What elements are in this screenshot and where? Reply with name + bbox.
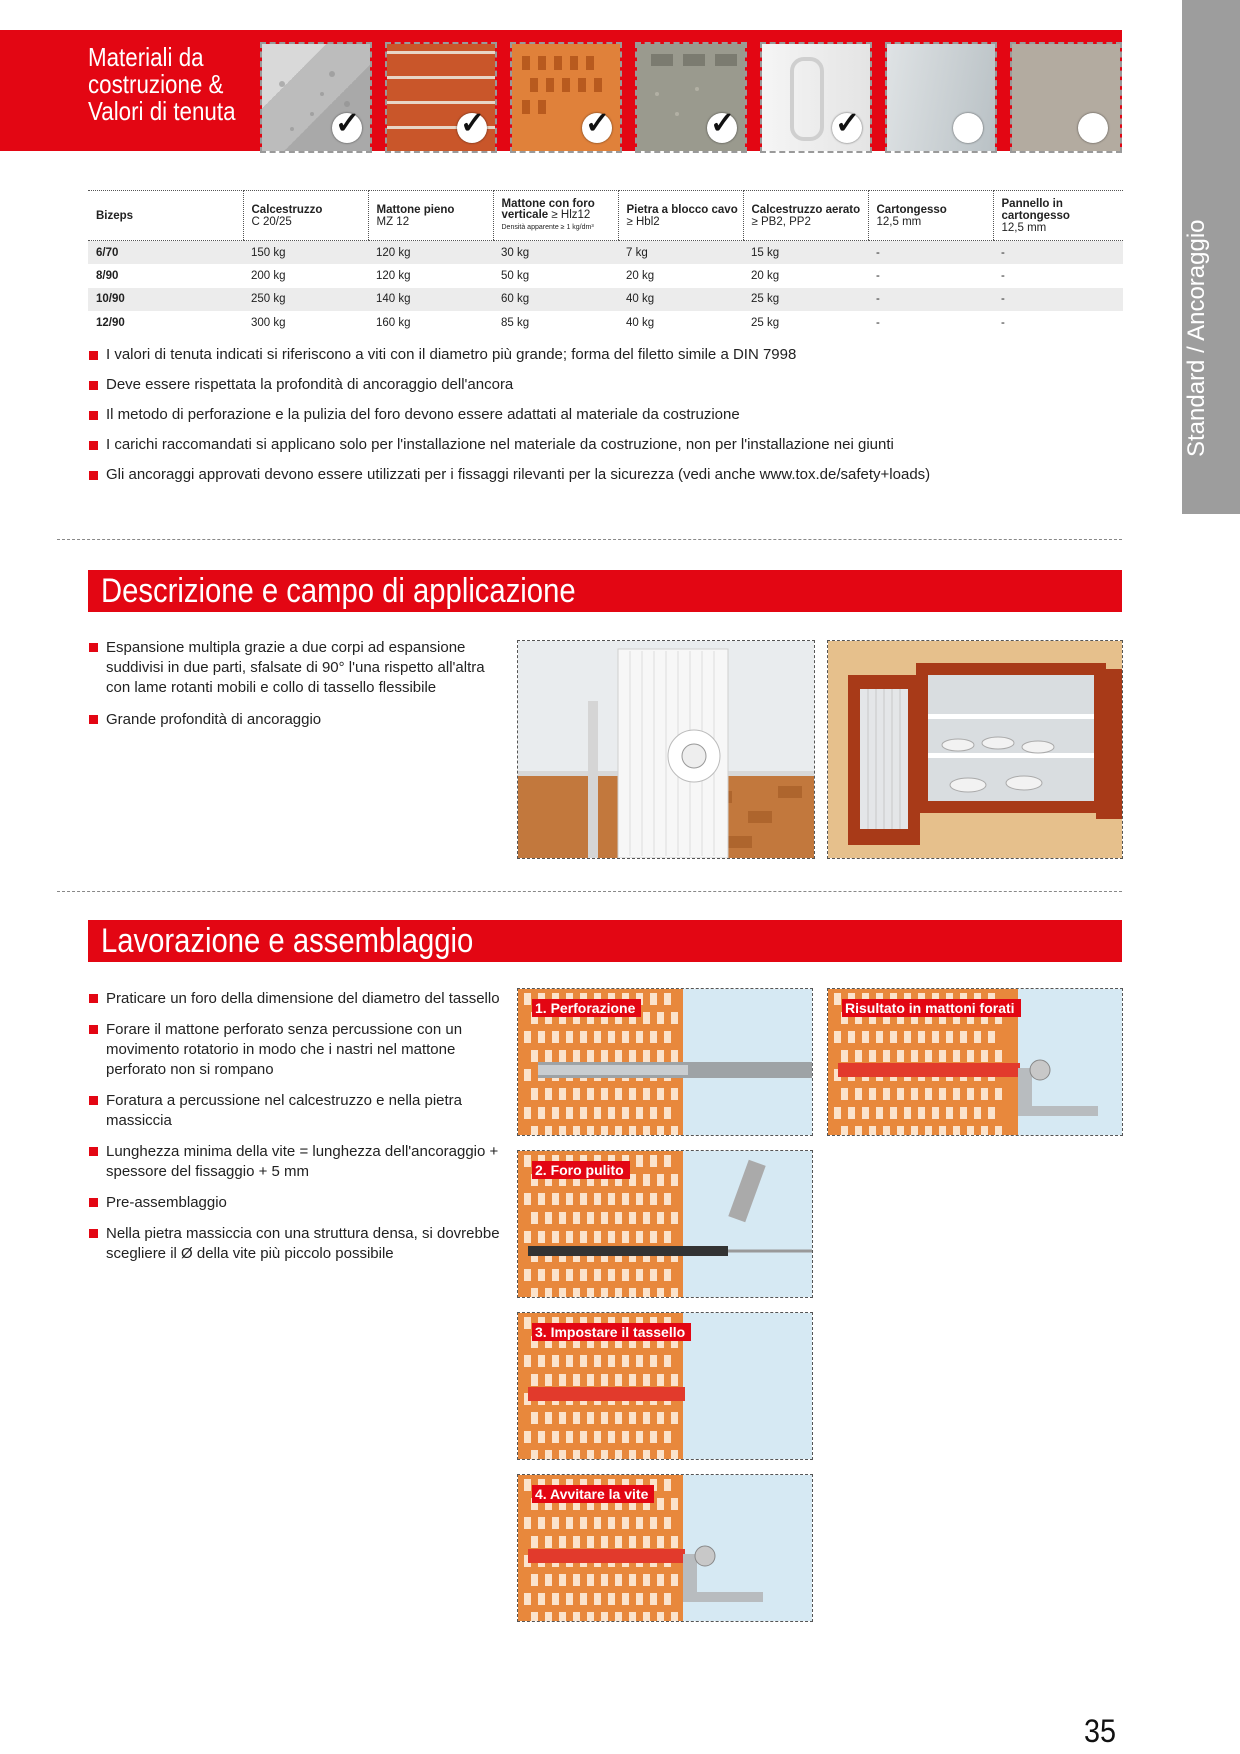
page-number: 35 [1084, 1713, 1117, 1749]
section-title-description: Descrizione e campo di applicazione [88, 570, 1122, 612]
note-item: I carichi raccomandati si applicano solo per l'installazione nel materiale da costruzione, non per l'installazione nei giunti [88, 436, 1118, 453]
divider [57, 891, 1122, 892]
table-cell: 15 kg [743, 241, 868, 265]
table-cell: 250 kg [243, 288, 368, 312]
material-solid-brick-image [387, 44, 495, 151]
table-cell: - [993, 241, 1123, 265]
list-item: Foratura a percussione nel calcestruzzo e nella pietra massiccia [88, 1091, 508, 1131]
cabinet-illustration [828, 641, 1122, 858]
table-cell: 30 kg [493, 241, 618, 265]
list-item: Nella pietra massiccia con una struttura densa, si dovrebbe scegliere il Ø della vite più piccolo possibile [88, 1224, 508, 1264]
header-title: Materiali da costruzione & Valori di tenuta [88, 42, 236, 126]
table-cell: - [1001, 316, 1005, 329]
step-result-image [828, 989, 1122, 1135]
table-cell: 85 kg [501, 316, 530, 329]
material-plasterboard-image [887, 44, 995, 151]
material-concrete-image [262, 44, 370, 151]
section-title-assembly: Lavorazione e assemblaggio [88, 920, 1122, 962]
table-row [88, 288, 1123, 312]
table-cell: 50 kg [501, 269, 530, 282]
notes-list [88, 346, 1118, 483]
material-gypsum-fibreboard-image [1012, 44, 1120, 151]
step-label: Risultato in mattoni forati [842, 999, 1021, 1017]
table-cell: 40 kg [626, 316, 655, 329]
list-item: Forare il mattone perforato senza percussione con un movimento rotatorio in modo che i nastri nel mattone perforato non si rompano [88, 1020, 508, 1080]
step-label: 4. Avvitare la vite [532, 1485, 654, 1503]
check-icon: ✓ [457, 113, 487, 143]
table-cell: - [868, 288, 993, 312]
table-cell: - [876, 316, 880, 329]
radiator-image [518, 641, 814, 858]
cabinet-image [828, 641, 1122, 858]
check-icon: ✓ [832, 113, 862, 143]
table-row [88, 264, 1123, 288]
list-item: Grande profondità di ancoraggio [88, 710, 508, 730]
table-cell: - [1001, 269, 1005, 282]
table-header-cell: Cartongesso 12,5 mm [868, 191, 993, 241]
table-cell: 300 kg [251, 316, 286, 329]
row-label-cell: 12/90 [96, 316, 125, 329]
divider [57, 539, 1122, 540]
row-label-cell: 8/90 [96, 269, 119, 282]
list-item: Espansione multipla grazie a due corpi ad espansione suddivisi in due parti, sfalsate di 90° l'una rispetto all'altra con lame rotanti mobili e collo di tassello flessibile [88, 638, 508, 698]
list-item: Pre-assemblaggio [88, 1193, 508, 1213]
table-cell: 25 kg [743, 288, 868, 312]
table-cell: 120 kg [368, 241, 493, 265]
note-item: I valori di tenuta indicati si riferiscono a viti con il diametro più grande; forma del filetto simile a DIN 7998 [88, 346, 1118, 363]
list-item: Praticare un foro della dimensione del diametro del tassello [88, 989, 508, 1009]
assembly-list [88, 989, 508, 1264]
table-header-cell: Bizeps [88, 191, 243, 241]
check-icon: ✓ [582, 113, 612, 143]
step-label: 3. Impostare il tassello [532, 1323, 691, 1341]
table-cell: - [993, 288, 1123, 312]
table-header-cell: Mattone pieno MZ 12 [368, 191, 493, 241]
table-header-cell: Calcestruzzo aerato ≥ PB2, PP2 [743, 191, 868, 241]
table-cell: 40 kg [618, 288, 743, 312]
check-icon: ✓ [707, 113, 737, 143]
table-header-cell: Pietra a blocco cavo ≥ Hbl2 [618, 191, 743, 241]
table-cell: 60 kg [493, 288, 618, 312]
radiator-illustration [518, 641, 814, 858]
step-label: 2. Foro pulito [532, 1161, 630, 1179]
note-item: Deve essere rispettata la profondità di ancoraggio dell'ancora [88, 376, 1118, 393]
side-tab-label: Standard / Ancoraggio [1183, 219, 1210, 457]
table-cell: 160 kg [376, 316, 411, 329]
load-values-table [88, 190, 1123, 335]
step-screw-image [518, 1475, 812, 1621]
table-row [88, 241, 1123, 265]
dot-icon [1078, 113, 1108, 143]
table-cell: - [868, 241, 993, 265]
check-icon: ✓ [332, 113, 362, 143]
table-cell: 20 kg [751, 269, 780, 282]
row-label-cell: 6/70 [88, 241, 243, 265]
step-cleaning-image [518, 1151, 812, 1297]
row-label-cell: 10/90 [88, 288, 243, 312]
step-label: 1. Perforazione [532, 999, 641, 1017]
dot-icon [953, 113, 983, 143]
note-item: Gli ancoraggi approvati devono essere utilizzati per i fissaggi rilevanti per la sicurezza (vedi anche www.tox.de/safety+loads) [88, 466, 1118, 483]
table-header-cell: Pannello in cartongesso 12,5 mm [993, 191, 1123, 241]
table-cell: 200 kg [251, 269, 286, 282]
table-cell: 7 kg [618, 241, 743, 265]
step-insert-anchor-image [518, 1313, 812, 1459]
note-item: Il metodo di perforazione e la pulizia del foro devono essere adattati al materiale da costruzione [88, 406, 1118, 423]
table-cell: 120 kg [376, 269, 411, 282]
table-header-cell: Calcestruzzo C 20/25 [243, 191, 368, 241]
table-cell: - [876, 269, 880, 282]
table-cell: 25 kg [751, 316, 780, 329]
table-cell: 150 kg [243, 241, 368, 265]
material-aerated-concrete-image [762, 44, 870, 151]
table-row [88, 311, 1123, 335]
material-hollow-block-image [637, 44, 745, 151]
list-item: Lunghezza minima della vite = lunghezza dell'ancoraggio + spessore del fissaggio + 5 mm [88, 1142, 508, 1182]
description-list [88, 638, 508, 730]
table-header-row [88, 191, 1123, 241]
table-header-cell: Mattone con foro verticale ≥ Hlz12 Densità apparente ≥ 1 kg/dm³ [493, 191, 618, 241]
material-perforated-brick-image [512, 44, 620, 151]
table-cell: 140 kg [368, 288, 493, 312]
step-drilling-image [518, 989, 812, 1135]
table-cell: 20 kg [626, 269, 655, 282]
